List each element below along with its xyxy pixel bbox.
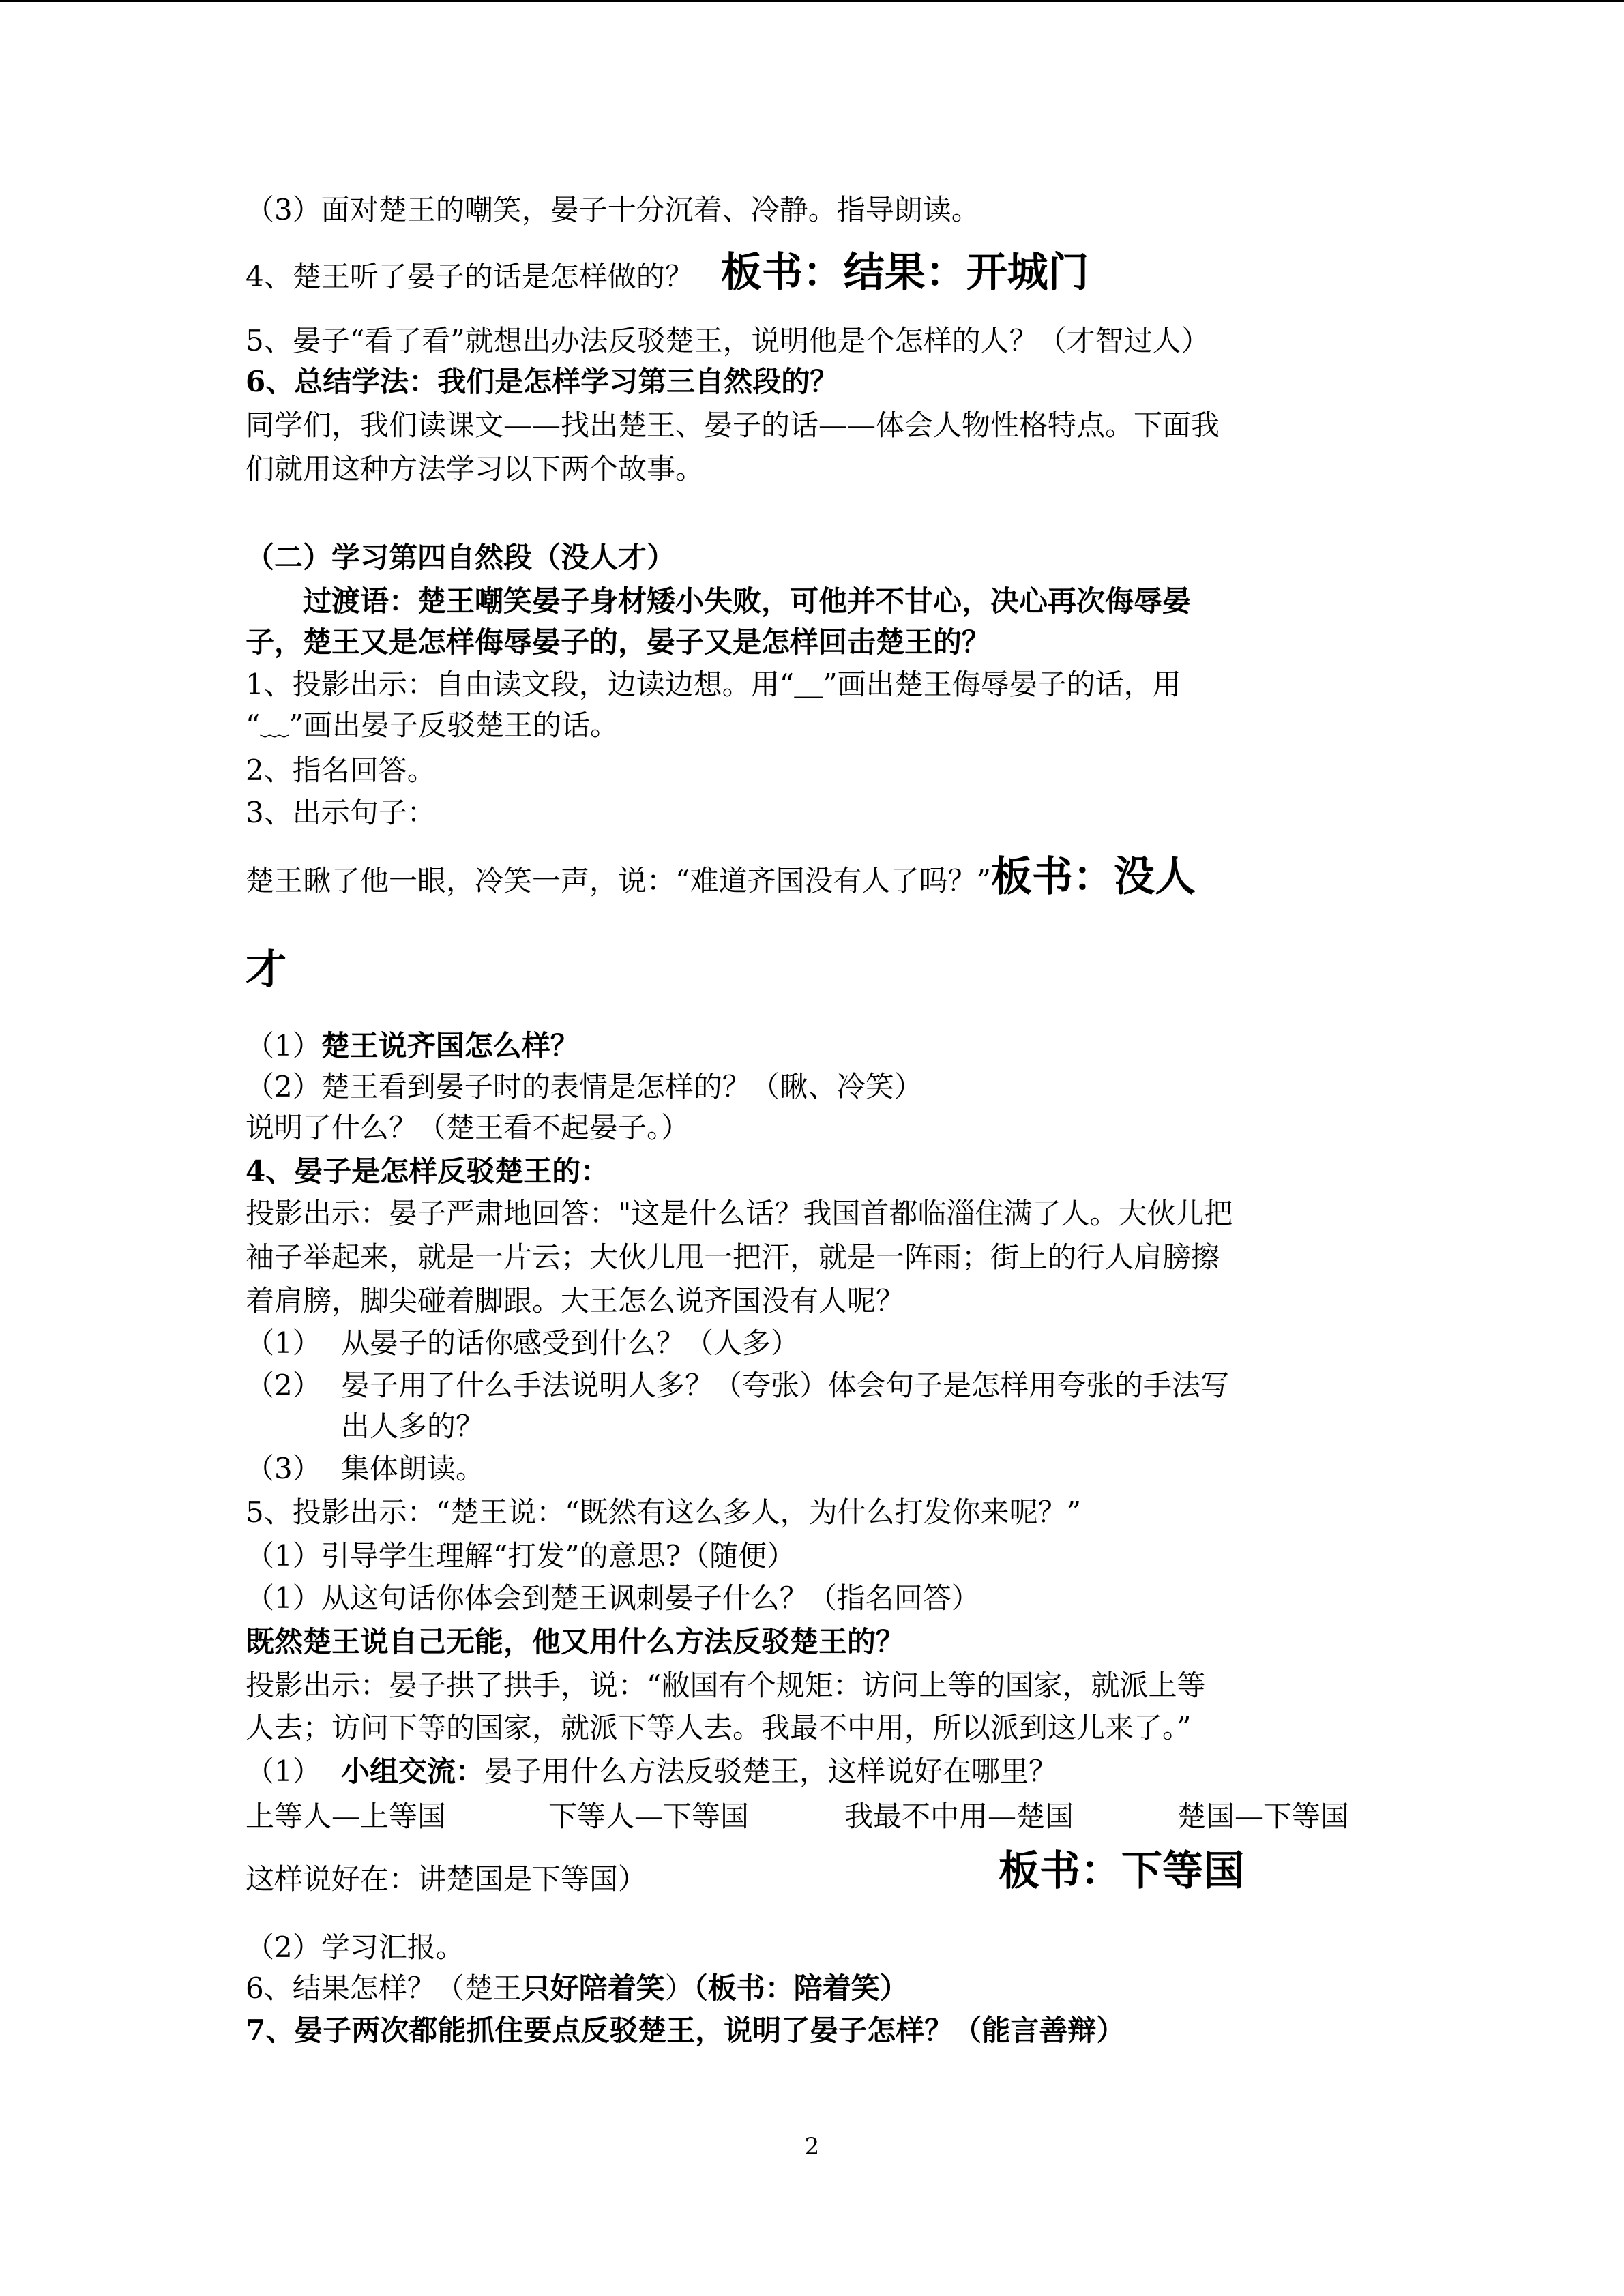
line-27: 5、投影出示：“楚王说：“既然有这么多人，为什么打发你来呢？” <box>246 1495 1082 1529</box>
line-2 <box>246 249 1089 297</box>
line-38-heading: 7、晏子两次都能抓住要点反驳楚王，说明了晏子怎样？（能言善辩） <box>246 2014 1125 2047</box>
line-4-heading: 6、总结学法：我们是怎样学习第三自然段的？ <box>246 365 839 398</box>
line-26-num: （3） <box>246 1452 321 1485</box>
line-10: 1、投影出示：自由读文段，边读边想。用“＿”画出楚王侮辱晏子的话，用 <box>246 668 1181 701</box>
line-21: 袖子举起来，就是一片云；大伙儿甩一把汗，就是一阵雨；街上的行人肩膀擦 <box>246 1240 1220 1274</box>
line-23-num: （1） <box>246 1326 321 1360</box>
line-37-close: ） <box>664 1971 694 2005</box>
line-3: 5、晏子“看了看”就想出办法反驳楚王，说明他是个怎样的人？（才智过人） <box>246 324 1210 357</box>
line-37-text: 6、结果怎样？（楚王 <box>246 1971 522 2005</box>
line-28: （1）引导学生理解“打发”的意思?（随便） <box>246 1539 796 1572</box>
comparison-row <box>246 1798 1349 1836</box>
comparison-item: 上等人—上等国 <box>246 1800 447 1833</box>
line-20: 投影出示：晏子严肃地回答："这是什么话？我国首都临淄住满了人。大伙儿把 <box>246 1197 1233 1230</box>
line-23-text: 从晏子的话你感受到什么？（人多） <box>341 1326 800 1360</box>
page-top-border <box>0 0 1624 2</box>
board-note-no-talent: 板书：没人 <box>990 853 1196 901</box>
line-16 <box>246 1027 579 1065</box>
line-36: （2）学习汇报。 <box>246 1930 464 1964</box>
line-32: 人去；访问下等的国家，就派下等人去。我最不中用，所以派到这儿来了。” <box>246 1711 1192 1744</box>
line-37 <box>246 1969 909 2008</box>
page-number: 2 <box>804 2133 820 2160</box>
line-17: （2）楚王看到晏子时的表情是怎样的？（瞅、冷笑） <box>246 1070 923 1103</box>
line-1: （3）面对楚王的嘲笑，晏子十分沉着、冷静。指导朗读。 <box>246 193 980 226</box>
line-2-text: 4、楚王听了晏子的话是怎样做的？ <box>246 260 694 293</box>
comparison-item: 楚国—下等国 <box>1177 1800 1350 1833</box>
line-16-num: （1） <box>246 1029 321 1062</box>
line-33-label: 小组交流： <box>341 1755 485 1788</box>
line-25: 出人多的？ <box>341 1410 485 1443</box>
line-37-emphasis: 只好陪着笑 <box>521 1971 665 2005</box>
line-12: 2、指名回答。 <box>246 754 436 787</box>
line-35: 这样说好在：讲楚国是下等国） <box>246 1862 647 1896</box>
line-24-text: 晏子用了什么手法说明人多？（夸张）体会句子是怎样用夸张的手法写 <box>341 1369 1230 1402</box>
line-24-num: （2） <box>246 1369 321 1402</box>
comparison-item: 下等人—下等国 <box>548 1800 750 1833</box>
line-5: 同学们，我们读课文——找出楚王、晏子的话——体会人物性格特点。下面我 <box>246 408 1220 442</box>
line-13: 3、出示句子： <box>246 796 436 829</box>
transition-line-1: 过渡语：楚王嘲笑晏子身材矮小失败，可他并不甘心，决心再次侮辱晏 <box>303 584 1192 618</box>
line-19-heading: 4、晏子是怎样反驳楚王的： <box>246 1154 610 1188</box>
line-33-text: 晏子用什么方法反驳楚王，这样说好在哪里？ <box>484 1755 1058 1788</box>
line-14-text: 楚王瞅了他一眼，冷笑一声，说：“难道齐国没有人了吗？” <box>246 864 991 897</box>
line-31: 投影出示：晏子拱了拱手，说：“敝国有个规矩：访问上等的国家，就派上等 <box>246 1669 1206 1702</box>
line-11: “﹏”画出晏子反驳楚王的话。 <box>246 709 619 742</box>
board-note-result: 板书：结果：开城门 <box>720 249 1089 297</box>
transition-line-2: 子，楚王又是怎样侮辱晏子的，晏子又是怎样回击楚王的？ <box>246 625 991 659</box>
board-note-no-talent-wrap: 才 <box>246 946 286 994</box>
board-note-lower-state: 板书：下等国 <box>999 1847 1244 1895</box>
line-23 <box>246 1324 799 1362</box>
section-heading-2: （二）学习第四自然段（没人才） <box>246 541 676 574</box>
line-26-text: 集体朗读。 <box>341 1452 485 1485</box>
line-33 <box>246 1753 1057 1791</box>
line-16-text: 楚王说齐国怎么样？ <box>321 1029 579 1062</box>
line-29: （1）从这句话你体会到楚王讽刺晏子什么？（指名回答） <box>246 1581 980 1615</box>
board-note-smile: （板书：陪着笑） <box>693 1971 909 2005</box>
line-26 <box>246 1450 484 1488</box>
line-33-num: （1） <box>246 1755 321 1788</box>
line-18: 说明了什么？（楚王看不起晏子。） <box>246 1111 690 1144</box>
comparison-item: 我最不中用—楚国 <box>844 1800 1074 1833</box>
line-24 <box>246 1367 1229 1405</box>
line-22: 着肩膀，脚尖碰着脚跟。大王怎么说齐国没有人呢？ <box>246 1284 905 1317</box>
line-6: 们就用这种方法学习以下两个故事。 <box>246 452 705 486</box>
line-14 <box>246 853 1196 901</box>
line-30-heading: 既然楚王说自己无能，他又用什么方法反驳楚王的？ <box>246 1625 905 1658</box>
